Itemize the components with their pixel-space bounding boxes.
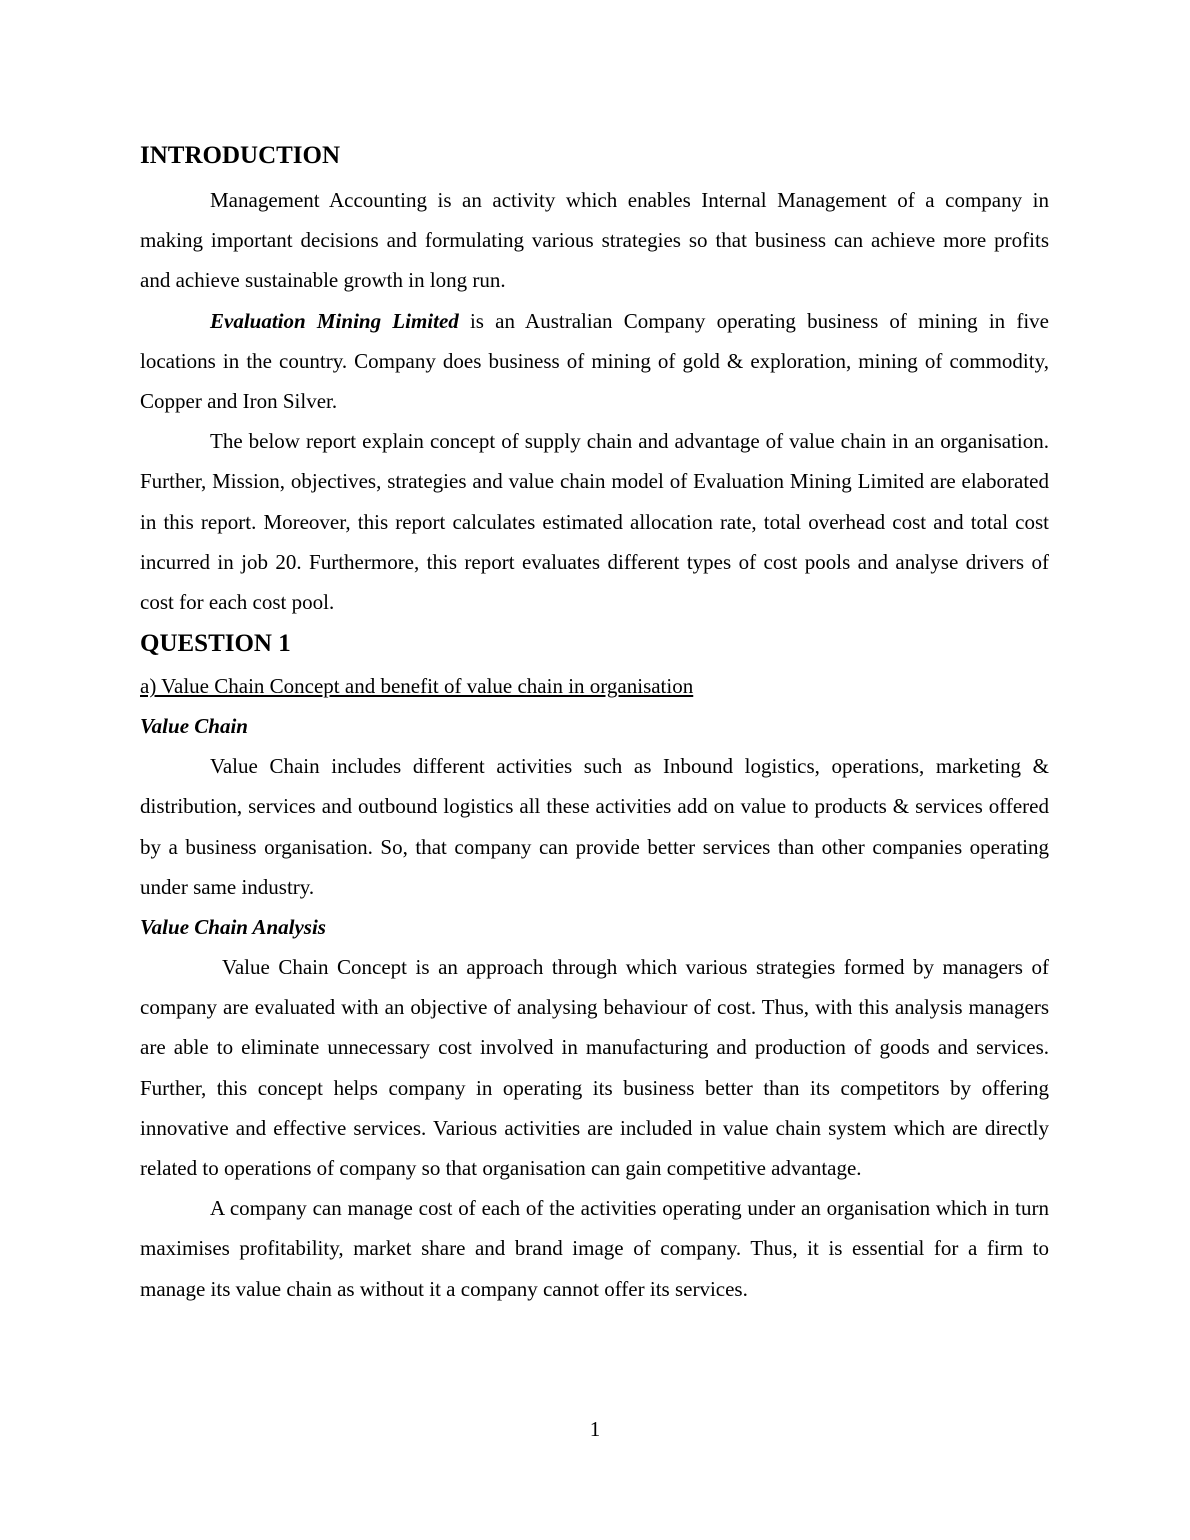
- value-chain-title: Value Chain: [140, 714, 248, 739]
- question-1a-subheading: a) Value Chain Concept and benefit of value chain in organisation: [140, 674, 694, 699]
- value-chain-analysis-title: Value Chain Analysis: [140, 915, 326, 940]
- value-chain-paragraph: Value Chain includes different activities such as Inbound logistics, operations, marketing & distribution, services and outbound logistics all these activities add on value to products & services offered by a business organisation. So, that company can provide better services than other companies operating under same industry.: [140, 754, 1049, 899]
- introduction-heading: INTRODUCTION: [140, 142, 341, 169]
- intro-paragraph-2: [140, 301, 1049, 422]
- intro-paragraph-3: The below report explain concept of supply chain and advantage of value chain in an organisation. Further, Mission, objectives, strategies and value chain model of Evaluation Mining Limited are elaborated in this report. Moreover, this report calculates estimated allocation rate, total overhead cost and total cost incurred in job 20. Furthermore, this report evaluates different types of cost pools and analyse drivers of cost for each cost pool.: [140, 429, 1049, 615]
- intro-paragraph-1: Management Accounting is an activity which enables Internal Management of a company in making important decisions and formulating various strategies so that business can achieve more profits and achieve sustainable growth in long run.: [140, 188, 1049, 293]
- company-name: Evaluation Mining Limited: [210, 308, 459, 333]
- question-1-heading: QUESTION 1: [140, 630, 291, 658]
- value-chain-analysis-paragraph-1: Value Chain Concept is an approach through which various strategies formed by managers of company are evaluated with an objective of analysing behaviour of cost. Thus, with this analysis managers are able to eliminate unnecessary cost involved in manufacturing and production of goods and services. Further, this concept helps company in operating its business better than its competitors by offering innovative and effective services. Various activities are included in value chain system which are directly related to operations of company so that organisation can gain competitive advantage.: [140, 955, 1049, 1181]
- document-page: [140, 138, 1049, 1309]
- page-number: 1: [589, 1417, 601, 1441]
- intro-paragraph-2-text: is an Australian Company operating business of mining in five locations in the country. Company does business of mining of gold & exploration, mining of commodity, Copper and Iron Silver.: [140, 308, 1049, 414]
- value-chain-analysis-paragraph-2: A company can manage cost of each of the activities operating under an organisation which in turn maximises profitability, market share and brand image of company. Thus, it is essential for a firm to manage its value chain as without it a company cannot offer its services.: [140, 1196, 1049, 1301]
